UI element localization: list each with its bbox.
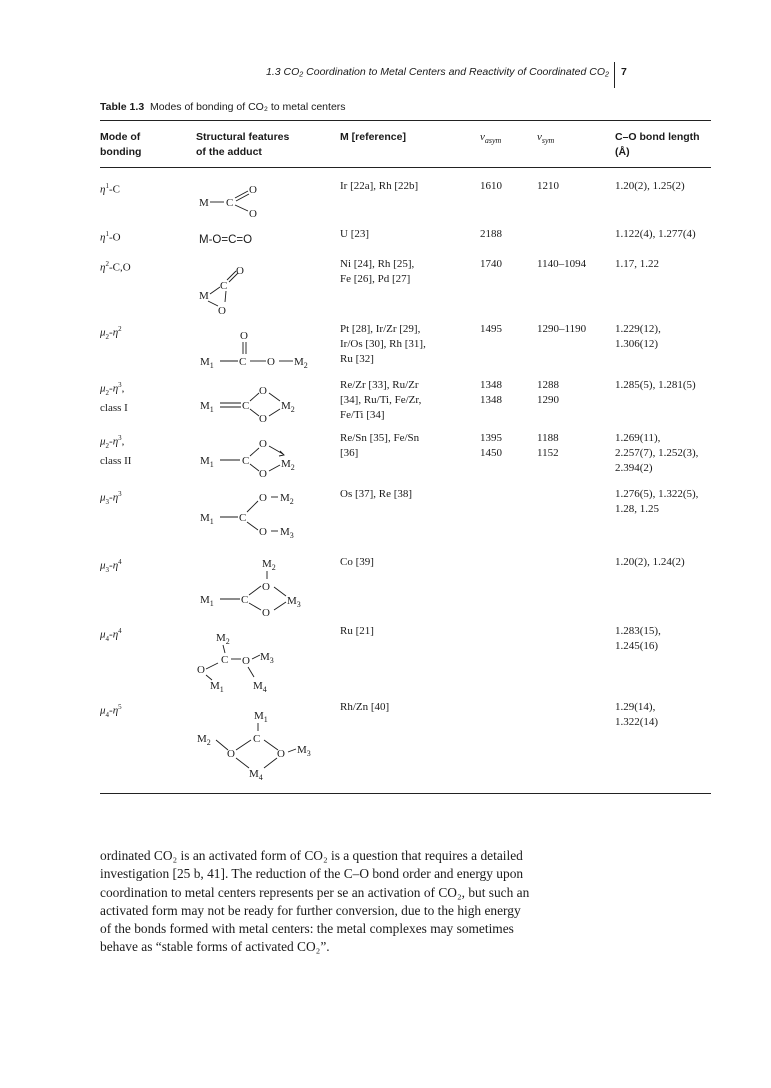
row-6-mode: $\mu_2-\eta^3$, class II bbox=[100, 434, 132, 467]
body-line: coordination to metal centers represents per se an activation of CO₂, but such an bbox=[100, 884, 530, 900]
structure-eta2-co bbox=[196, 258, 266, 323]
svg-text:O: O bbox=[218, 305, 226, 317]
row-1-vasym: 1610 bbox=[480, 180, 502, 192]
row-10-mode: $\mu_4-\eta^5$ bbox=[100, 703, 122, 719]
row-3-vasym: 1740 bbox=[480, 258, 502, 270]
row-1-reference: Ir [22a], Rh [22b] bbox=[340, 180, 419, 192]
table-caption bbox=[100, 101, 346, 113]
row-3-bond-length: 1.17, 1.22 bbox=[615, 258, 659, 270]
table-label: Table 1.3 bbox=[100, 101, 145, 113]
svg-text:O: O bbox=[267, 356, 275, 368]
svg-text:M: M bbox=[199, 197, 209, 209]
row-10-bond-length: 1.29(14), 1.322(14) bbox=[615, 701, 659, 728]
svg-text:M1: $M_1$ bbox=[254, 710, 268, 724]
row-6-bond-length: 1.269(11), 2.257(7), 1.252(3), 2.394(2) bbox=[615, 432, 699, 474]
svg-text:M3: $M_3$ bbox=[297, 744, 311, 758]
structure-mu4-eta4 bbox=[196, 627, 316, 697]
row-7-mode: $\mu_3-\eta^3$ bbox=[100, 490, 122, 506]
svg-text:M2: $M_2$ bbox=[281, 400, 295, 414]
svg-text:C: C bbox=[239, 356, 247, 368]
row-5-mode: $\mu_2-\eta^3$, class I bbox=[100, 381, 128, 414]
row-6-vsym: 1188 1152 bbox=[537, 432, 559, 459]
svg-text:M4: $M_4$ bbox=[253, 680, 267, 694]
row-1-vsym: 1210 bbox=[537, 180, 559, 192]
row-3-reference: Ni [24], Rh [25], Fe [26], Pd [27] bbox=[340, 258, 415, 285]
row-9-bond-length: 1.283(15), 1.245(16) bbox=[615, 625, 661, 652]
running-title: 1.3 CO₂ Coordination to Metal Centers and Reactivity of Coordinated CO₂ bbox=[265, 66, 609, 78]
row-9-mode: $\mu_4-\eta^4$ bbox=[100, 627, 122, 643]
body-paragraph bbox=[100, 847, 616, 957]
page-number: 7 bbox=[621, 66, 627, 78]
header-mode: Mode of bonding bbox=[100, 131, 142, 158]
row-2-reference: U [23] bbox=[340, 228, 370, 240]
svg-text:O: O bbox=[249, 208, 257, 220]
row-5-vsym: 1288 1290 bbox=[537, 379, 559, 406]
body-line: of the bonds formed with metal centers: the metal complexes may sometimes bbox=[100, 921, 514, 937]
row-5-vasym: 1348 1348 bbox=[480, 379, 502, 406]
svg-text:O: O bbox=[240, 330, 248, 342]
structure-mu4-eta5 bbox=[196, 705, 316, 790]
svg-text:C: C bbox=[241, 594, 249, 606]
structure-mu3-eta4 bbox=[196, 553, 316, 628]
row-4-vsym: 1290–1190 bbox=[537, 323, 587, 335]
structure-eta1-o bbox=[199, 230, 279, 255]
header-divider bbox=[614, 62, 615, 88]
svg-text:M2: $M_2$ bbox=[197, 733, 211, 747]
svg-text:C: C bbox=[221, 654, 229, 666]
svg-text:O: O bbox=[259, 385, 267, 397]
svg-text:C: C bbox=[220, 280, 228, 292]
body-line: activated form may not be ready for further conversion, due to the high energy bbox=[100, 902, 521, 918]
row-4-reference: Pt [28], Ir/Zr [29], Ir/Os [30], Rh [31], Ru [32] bbox=[340, 323, 426, 365]
svg-text:M1: $M_1$ bbox=[210, 680, 224, 694]
svg-text:O: O bbox=[262, 607, 270, 619]
row-4-mode: $\mu_2-\eta^2$ bbox=[100, 325, 122, 341]
table-bottom-rule bbox=[100, 793, 711, 794]
row-2-vasym: 2188 bbox=[480, 228, 502, 240]
svg-text:O: O bbox=[259, 492, 267, 504]
svg-text:C: C bbox=[242, 455, 250, 467]
svg-text:O: O bbox=[249, 184, 257, 196]
table-caption-text: Modes of bonding of CO₂ to metal centers bbox=[150, 101, 346, 113]
row-9-reference: Ru [21] bbox=[340, 625, 374, 637]
row-4-vasym: 1495 bbox=[480, 323, 502, 335]
svg-text:O: O bbox=[259, 438, 267, 450]
row-7-bond-length: 1.276(5), 1.322(5), 1.28, 1.25 bbox=[615, 488, 699, 515]
row-6-vasym: 1395 1450 bbox=[480, 432, 502, 459]
svg-text:M1: $M_1$ bbox=[200, 400, 214, 414]
row-3-vsym: 1140–1094 bbox=[537, 258, 587, 270]
row-10-reference: Rh/Zn [40] bbox=[340, 701, 390, 713]
svg-text:O: O bbox=[242, 655, 250, 667]
svg-text:C: C bbox=[253, 733, 261, 745]
row-3-mode: $\eta^2-C,O$ bbox=[100, 260, 131, 274]
svg-text:O: O bbox=[259, 413, 267, 425]
row-1-mode: $\eta^1-C$ bbox=[100, 182, 120, 196]
row-5-reference: Re/Zr [33], Ru/Zr [34], Ru/Ti, Fe/Zr, Fe/Ti [34] bbox=[340, 379, 422, 421]
svg-text:M3: $M_3$ bbox=[287, 595, 301, 609]
svg-text:M2: $M_2$ bbox=[216, 632, 230, 646]
header-structural: Structural features of the adduct bbox=[196, 131, 290, 158]
svg-text:C: C bbox=[239, 512, 247, 524]
row-2-mode: $\eta^1-O$ bbox=[100, 230, 121, 244]
header-vasym: $\nu_{asym}$ bbox=[480, 131, 502, 146]
svg-text:O: O bbox=[262, 581, 270, 593]
svg-text:O: O bbox=[236, 265, 244, 277]
table-top-rule bbox=[100, 120, 711, 121]
svg-text:O: O bbox=[197, 664, 205, 676]
body-line: investigation [25 b, 41]. The reduction of the C–O bond order and energy upon bbox=[100, 866, 524, 882]
svg-text:O: O bbox=[227, 748, 235, 760]
svg-text:O: O bbox=[259, 526, 267, 538]
svg-text:M: M bbox=[199, 290, 209, 302]
svg-text:M3: $M_3$ bbox=[280, 526, 294, 540]
svg-text:O: O bbox=[277, 748, 285, 760]
row-4-bond-length: 1.229(12), 1.306(12) bbox=[615, 323, 661, 350]
svg-text:C: C bbox=[242, 400, 250, 412]
svg-text:M2: $M_2$ bbox=[280, 492, 294, 506]
row-2-bond-length: 1.122(4), 1.277(4) bbox=[615, 228, 696, 240]
header-bond-length: C–O bond length (Å) bbox=[615, 131, 700, 158]
svg-text:C: C bbox=[226, 197, 234, 209]
header-reference: M [reference] bbox=[340, 131, 406, 143]
row-8-reference: Co [39] bbox=[340, 556, 374, 568]
svg-text:M4: $M_4$ bbox=[249, 768, 263, 782]
header-vsym: $\nu_{sym}$ bbox=[537, 131, 555, 146]
svg-text:M-O=C=O: M-O=C=O bbox=[199, 234, 253, 246]
structure-mu2-eta2 bbox=[196, 328, 326, 378]
row-1-bond-length: 1.20(2), 1.25(2) bbox=[615, 180, 685, 192]
svg-text:M1: $M_1$ bbox=[200, 594, 214, 608]
svg-text:M1: $M_1$ bbox=[200, 356, 214, 370]
structure-mu2-eta3-class2 bbox=[196, 434, 316, 484]
svg-text:M1: $M_1$ bbox=[200, 512, 214, 526]
row-8-bond-length: 1.20(2), 1.24(2) bbox=[615, 556, 685, 568]
svg-text:M1: $M_1$ bbox=[200, 455, 214, 469]
svg-text:M2: $M_2$ bbox=[262, 558, 276, 572]
svg-text:M2: $M_2$ bbox=[281, 458, 295, 472]
row-5-bond-length: 1.285(5), 1.281(5) bbox=[615, 379, 696, 391]
svg-text:O: O bbox=[259, 468, 267, 480]
table-header-rule bbox=[100, 167, 711, 168]
body-line: ordinated CO₂ is an activated form of CO₂ is a question that requires a detailed bbox=[100, 848, 523, 863]
svg-text:M3: $M_3$ bbox=[260, 651, 274, 665]
structure-eta1-c bbox=[196, 180, 286, 225]
row-6-reference: Re/Sn [35], Fe/Sn [36] bbox=[340, 432, 420, 459]
structure-mu2-eta3-class1 bbox=[196, 381, 316, 431]
svg-text:M2: $M_2$ bbox=[294, 356, 308, 370]
structure-mu3-eta3 bbox=[196, 487, 316, 547]
body-line: behave as “stable forms of activated CO₂”. bbox=[100, 939, 330, 955]
row-8-mode: $\mu_3-\eta^4$ bbox=[100, 558, 122, 574]
row-7-reference: Os [37], Re [38] bbox=[340, 488, 413, 500]
